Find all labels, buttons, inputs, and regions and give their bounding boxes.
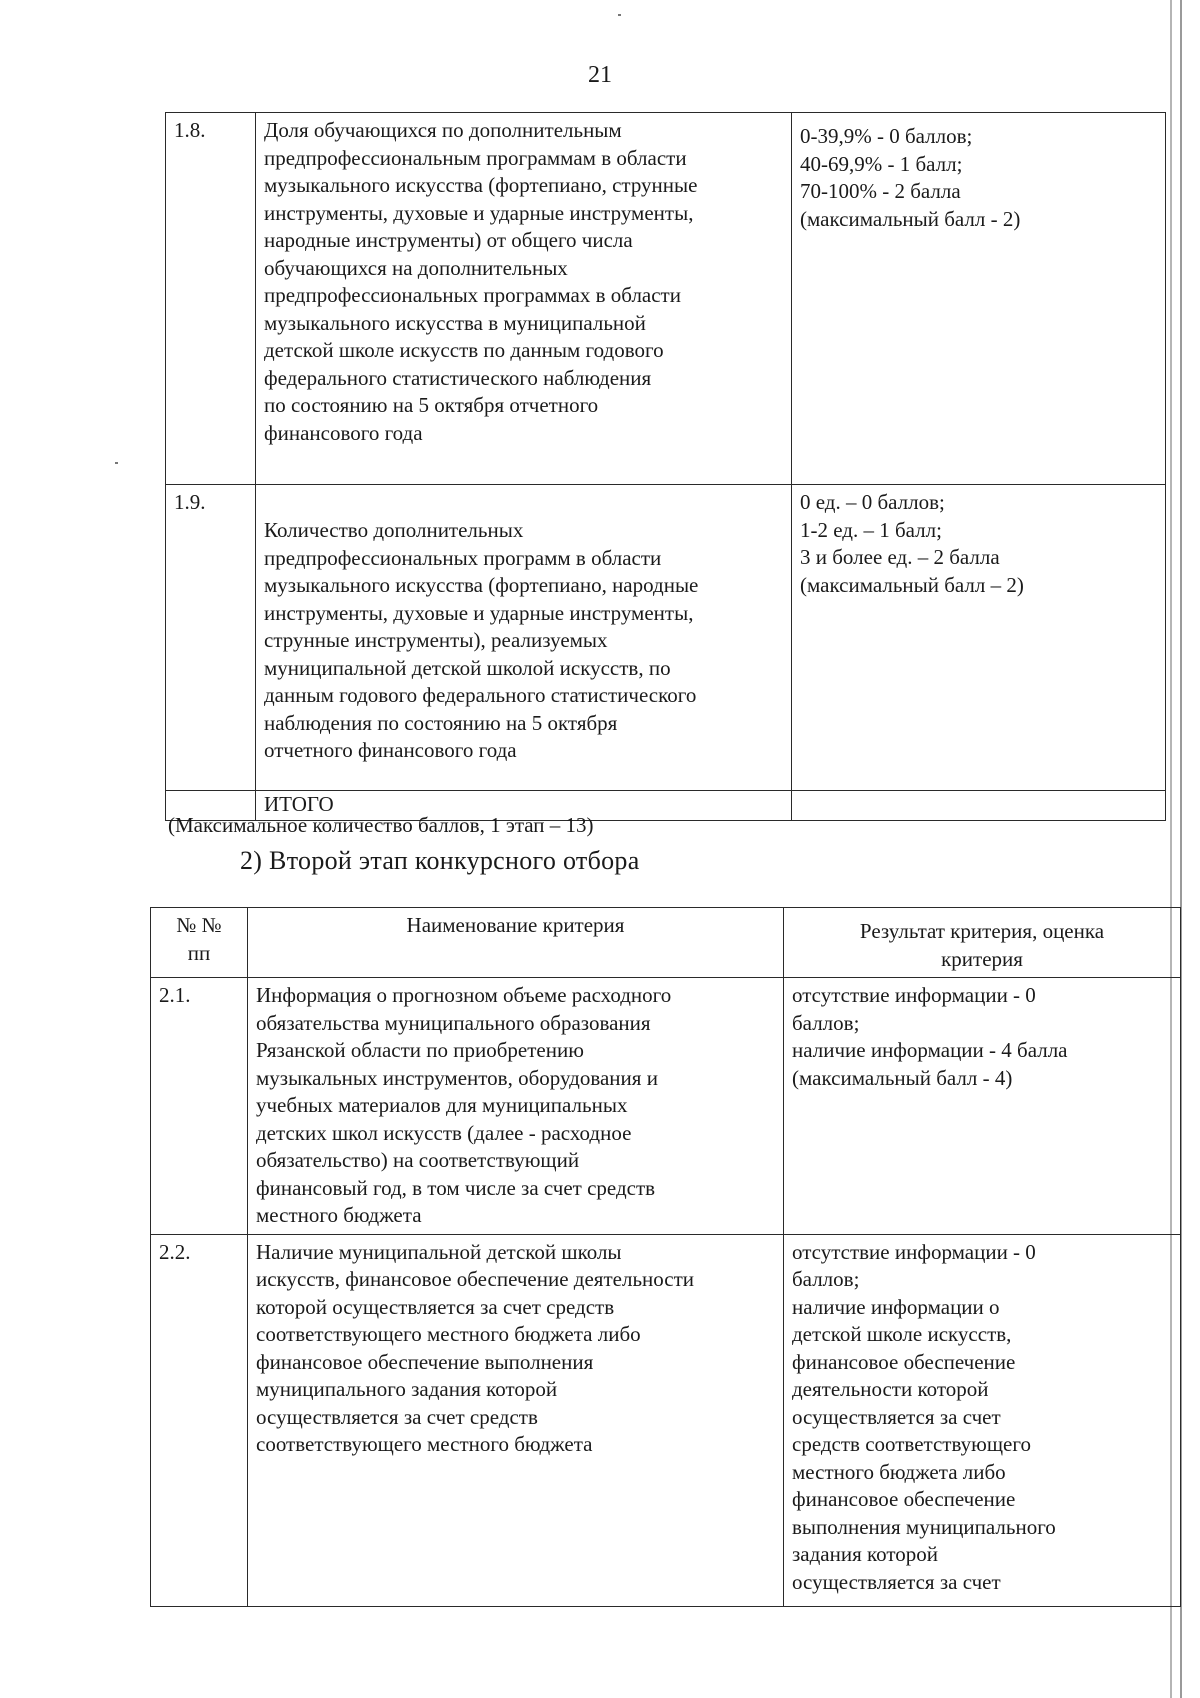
criteria-table-stage-2 (150, 907, 1181, 1607)
score-cell: 0-39,9% - 0 баллов; 40-69,9% - 1 балл; 70-100% - 2 балла (максимальный балл - 2) (792, 113, 1166, 485)
total-label: ИТОГО (256, 791, 792, 821)
table-row (166, 485, 1166, 791)
table-row (151, 978, 1181, 1235)
row-number: 1.9. (166, 485, 256, 791)
criterion-cell: Количество дополнительных предпрофессиональных программ в области музыкального искусства (фортепиано, народные инструменты, духовые и ударные инструменты, струнные инструменты), реализуемых муниципальной детской школой искусств, по данным годового федерального статистического наблюдения по состоянию на 5 октября отчетного финансового года (256, 485, 792, 791)
table-header-row (151, 908, 1181, 978)
page-number: 21 (588, 62, 612, 88)
score-cell: отсутствие информации - 0 баллов; наличие информации о детской школе искусств, финансовое обеспечение деятельности которой осуществляется за счет средств соответствующего местного бюджета либо финансовое обеспечение выполнения муниципального задания которой осуществляется за счет (784, 1234, 1181, 1606)
scan-speck (618, 14, 621, 16)
total-score-cell (792, 791, 1166, 821)
column-header-number: № № пп (151, 908, 248, 978)
table-row (166, 113, 1166, 485)
row-number: 1.8. (166, 113, 256, 485)
section-title: 2) Второй этап конкурсного отбора (240, 846, 640, 875)
criteria-table-stage-1 (165, 112, 1166, 821)
row-number: 2.1. (151, 978, 248, 1235)
table-row (151, 1234, 1181, 1606)
max-score-note: (Максимальное количество баллов, 1 этап – 13) (168, 813, 594, 837)
criterion-cell: Наличие муниципальной детской школы искусств, финансовое обеспечение деятельности которой осуществляется за счет средств соответствующего местного бюджета либо финансовое обеспечение выполнения муниципального задания которой осуществляется за счет средств соответствующего местного бюджета (248, 1234, 784, 1606)
criterion-cell: Информация о прогнозном объеме расходного обязательства муниципального образования Рязанской области по приобретению музыкальных инструментов, оборудования и учебных материалов для муниципальных детских школ искусств (далее - расходное обязательство) на соответствующий финансовый год, в том числе за счет средств местного бюджета (248, 978, 784, 1235)
column-header-criterion: Наименование критерия (248, 908, 784, 978)
row-number: 2.2. (151, 1234, 248, 1606)
score-cell: 0 ед. – 0 баллов; 1-2 ед. – 1 балл; 3 и более ед. – 2 балла (максимальный балл – 2) (792, 485, 1166, 791)
score-cell: отсутствие информации - 0 баллов; наличие информации - 4 балла (максимальный балл - 4) (784, 978, 1181, 1235)
scan-speck (115, 462, 118, 464)
criterion-cell: Доля обучающихся по дополнительным предпрофессиональным программам в области музыкального искусства (фортепиано, струнные инструменты, духовые и ударные инструменты, народные инструменты) от общего числа обучающихся на дополнительных предпрофессиональных программах в области музыкального искусства в муниципальной детской школе искусств по данным годового федерального статистического наблюдения по состоянию на 5 октября отчетного финансового года (256, 113, 792, 485)
column-header-score: Результат критерия, оценка критерия (784, 908, 1181, 978)
